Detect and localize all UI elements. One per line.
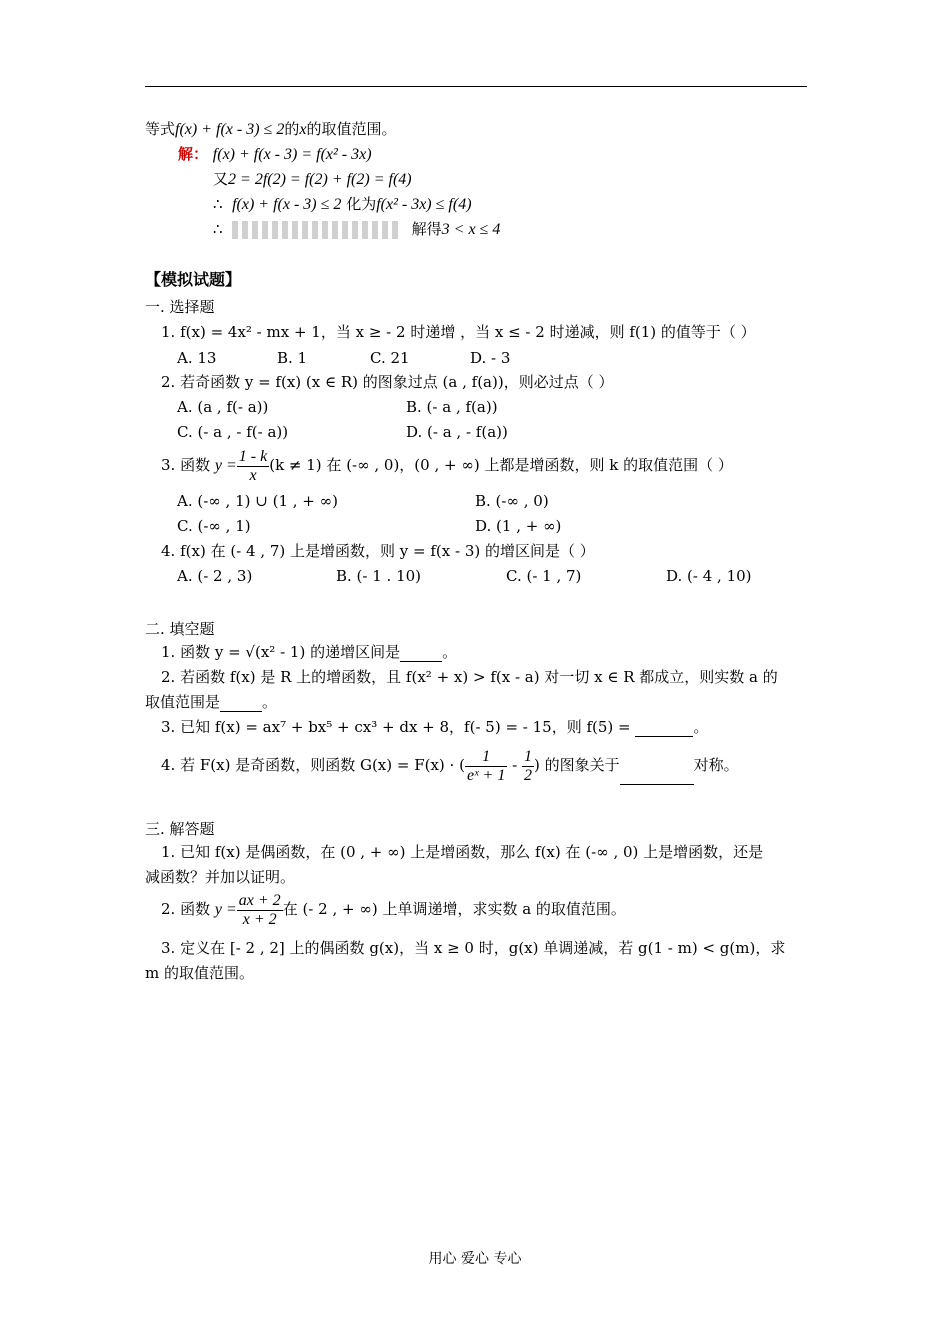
answer-blank[interactable] bbox=[220, 695, 262, 712]
p1-q3-option-a: A. (-∞ , 1) ∪ (1 , + ∞) bbox=[177, 492, 338, 510]
answer-blank[interactable] bbox=[635, 720, 693, 737]
p2-q3: 3. 已知 f(x) = ax⁷ + bx⁵ + cx³ + dx + 8，f(- 5) = - 15，则 f(5) = 。 bbox=[161, 718, 709, 736]
p3-q1: 1. 已知 f(x) 是偶函数，在 (0 , + ∞) 上是增函数，那么 f(x) 在 (-∞ , 0) 上是增函数，还是 bbox=[161, 843, 764, 861]
solution-line-1: 解： f(x) + f(x - 3) = f(x² - 3x) bbox=[178, 145, 372, 163]
p1-q2: 2. 若奇函数 y = f(x) (x ∈ R) 的图象过点 (a , f(a))，则必过点（ ） bbox=[161, 373, 614, 391]
p1-q4: 4. f(x) 在 (- 4 , 7) 上是增函数，则 y = f(x - 3) 的增区间是（ ） bbox=[161, 542, 595, 560]
answer-blank[interactable] bbox=[400, 645, 442, 662]
p1-q3: 3. 函数 y = $\frac{1 - k}{x}$ (k ≠ 1) 在 (-∞ , 0)，(0 , + ∞) 上都是增函数，则 k 的取值范围（ ） bbox=[161, 447, 733, 484]
p1-q2-option-a: A. (a , f(- a)) bbox=[177, 398, 269, 416]
p3-q1-cont: 减函数？并加以证明。 bbox=[145, 868, 296, 886]
p1-q4-option-a: A. (- 2 , 3) bbox=[177, 567, 253, 585]
p2-q1: 1. 函数 y = √(x² - 1) 的递增区间是 。 bbox=[161, 643, 458, 661]
solution-line-4: ∴ 解得3 < x ≤ 4 bbox=[213, 220, 501, 238]
p2-q4: 4. 若 F(x) 是奇函数，则函数 G(x) = F(x) · ( $\frac{1}{\text{eˣ + 1}}$ - $\frac{1}{2}$ ) 的图象关于 对称。 bbox=[161, 747, 739, 784]
p1-q4-option-d: D. (- 4 , 10) bbox=[666, 567, 752, 585]
blurred-system-image bbox=[232, 221, 402, 239]
p1-q2-option-b: B. (- a , f(a)) bbox=[406, 398, 498, 416]
p1-q4-option-c: C. (- 1 , 7) bbox=[506, 567, 582, 585]
p1-q1-option-c: C. 21 bbox=[370, 349, 410, 367]
header-rule bbox=[145, 86, 807, 87]
p3-q2: 2. 函数 y = $\frac{ax + 2}{x + 2}$ 在 (- 2 , + ∞) 上单调递增，求实数 a 的取值范围。 bbox=[161, 891, 626, 928]
part3-title: 三. 解答题 bbox=[145, 820, 215, 838]
part2-title: 二. 填空题 bbox=[145, 620, 215, 638]
p3-q3: 3. 定义在 [- 2 , 2] 上的偶函数 g(x)，当 x ≥ 0 时，g(x) 单调递减，若 g(1 - m) < g(m)，求 bbox=[161, 939, 786, 957]
page-footer: 用心 爱心 专心 bbox=[428, 1251, 522, 1267]
part1-title: 一. 选择题 bbox=[145, 298, 215, 316]
p2-q2-cont: 取值范围是 。 bbox=[145, 693, 278, 711]
p1-q1-option-d: D. - 3 bbox=[470, 349, 511, 367]
solution-line-2: 又2 = 2f(2) = f(2) + f(2) = f(4) bbox=[213, 170, 412, 188]
fraction: $\frac{ax + 2}{x + 2}$ bbox=[238, 891, 281, 928]
solution-line-3: ∴ f(x) + f(x - 3) ≤ 2 化为f(x² - 3x) ≤ f(4) bbox=[213, 195, 472, 213]
p1-q4-option-b: B. (- 1 . 10) bbox=[336, 567, 422, 585]
fraction: $\frac{1}{2}$ bbox=[524, 747, 532, 784]
p3-q3-cont: m 的取值范围。 bbox=[145, 964, 254, 982]
p1-q2-option-d: D. (- a , - f(a)) bbox=[406, 423, 508, 441]
p1-q1-option-a: A. 13 bbox=[177, 349, 217, 367]
p1-q1-option-b: B. 1 bbox=[277, 349, 308, 367]
p1-q3-option-c: C. (-∞ , 1) bbox=[177, 517, 251, 535]
p2-q2: 2. 若函数 f(x) 是 R 上的增函数，且 f(x² + x) > f(x - a) 对一切 x ∈ R 都成立，则实数 a 的 bbox=[161, 668, 778, 686]
fraction: $\frac{1 - k}{x}$ bbox=[238, 447, 268, 484]
example-statement: 等式f(x) + f(x - 3) ≤ 2的x的取值范围。 bbox=[145, 120, 397, 138]
p1-q1: 1. f(x) = 4x² - mx + 1，当 x ≥ - 2 时递增 ，当 x ≤ - 2 时递减，则 f(1) 的值等于（ ） bbox=[161, 323, 756, 341]
p1-q3-option-b: B. (-∞ , 0) bbox=[475, 492, 549, 510]
p1-q2-option-c: C. (- a , - f(- a)) bbox=[177, 423, 289, 441]
section-heading-mock: 【模拟试题】 bbox=[145, 270, 242, 289]
answer-blank[interactable] bbox=[620, 768, 694, 785]
fraction: $\frac{1}{\text{eˣ + 1}}$ bbox=[466, 747, 506, 784]
p1-q3-option-d: D. (1 , + ∞) bbox=[475, 517, 562, 535]
